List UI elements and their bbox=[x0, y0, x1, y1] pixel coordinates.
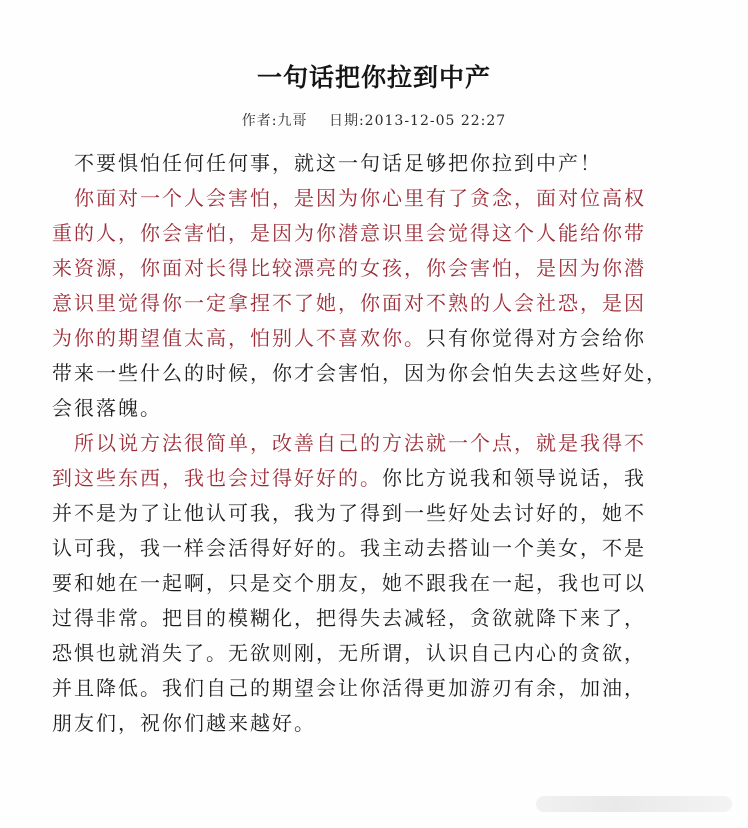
paragraph-3-line-3: 并不是为了让他认可我，我为了得到一些好处去讨好的，她不 bbox=[52, 501, 646, 525]
paragraph-3-line-2-highlight: 到这些东西，我也会过得好好的。 bbox=[52, 466, 382, 490]
blurred-watermark bbox=[536, 796, 732, 812]
paragraph-3-line-9: 朋友们，祝你们越来越好。 bbox=[52, 711, 316, 735]
paragraph-2-line-3: 来资源，你面对长得比较漂亮的女孩，你会害怕，是因为你潜 bbox=[52, 256, 646, 280]
paragraph-3-line-5: 要和她在一起啊，只是交个朋友，她不跟我在一起，我也可以 bbox=[52, 571, 646, 595]
paragraph-2-line-5 bbox=[52, 321, 670, 356]
paragraph-3-line-2-rest: 你比方说我和领导说话，我 bbox=[382, 466, 646, 490]
paragraph-3-line-2 bbox=[52, 461, 670, 496]
paragraph-3-line-1: 所以说方法很简单，改善自己的方法就一个点，就是我得不 bbox=[74, 431, 646, 455]
paragraph-2-line-6: 带来一些什么的时候，你才会害怕，因为你会怕失去这些好处， bbox=[52, 361, 668, 385]
paragraph-2-line-5-highlight: 为你的期望值太高，怕别人不喜欢你。 bbox=[52, 326, 426, 350]
article-byline bbox=[0, 110, 748, 130]
article-body bbox=[52, 146, 670, 741]
paragraph-2-line-4: 意识里觉得你一定拿捏不了她，你面对不熟的人会社恐，是因 bbox=[52, 291, 646, 315]
paragraph-3-line-4: 认可我，我一样会活得好好的。我主动去搭讪一个美女，不是 bbox=[52, 536, 646, 560]
article-title: 一句话把你拉到中产 bbox=[256, 63, 491, 92]
paragraph-1-line-1: 不要惧怕任何任何事，就这一句话足够把你拉到中产！ bbox=[74, 151, 602, 175]
date-label: 日期:2013-12-05 22:27 bbox=[328, 113, 507, 129]
paragraph-3-line-7: 恐惧也就消失了。无欲则刚，无所谓，认识自己内心的贪欲， bbox=[52, 641, 646, 665]
paragraph-3-line-8: 并且降低。我们自己的期望会让你活得更加游刃有余，加油， bbox=[52, 676, 646, 700]
paragraph-2-line-1: 你面对一个人会害怕，是因为你心里有了贪念，面对位高权 bbox=[74, 186, 646, 210]
paragraph-2-line-5-rest: 只有你觉得对方会给你 bbox=[426, 326, 646, 350]
paragraph-2-line-7: 会很落魄。 bbox=[52, 396, 162, 420]
paragraph-3-line-6: 过得非常。把目的模糊化，把得失去减轻，贪欲就降下来了， bbox=[52, 606, 646, 630]
author-label: 作者:九哥 bbox=[241, 113, 308, 129]
paragraph-2-line-2: 重的人，你会害怕，是因为你潜意识里会觉得这个人能给你带 bbox=[52, 221, 646, 245]
